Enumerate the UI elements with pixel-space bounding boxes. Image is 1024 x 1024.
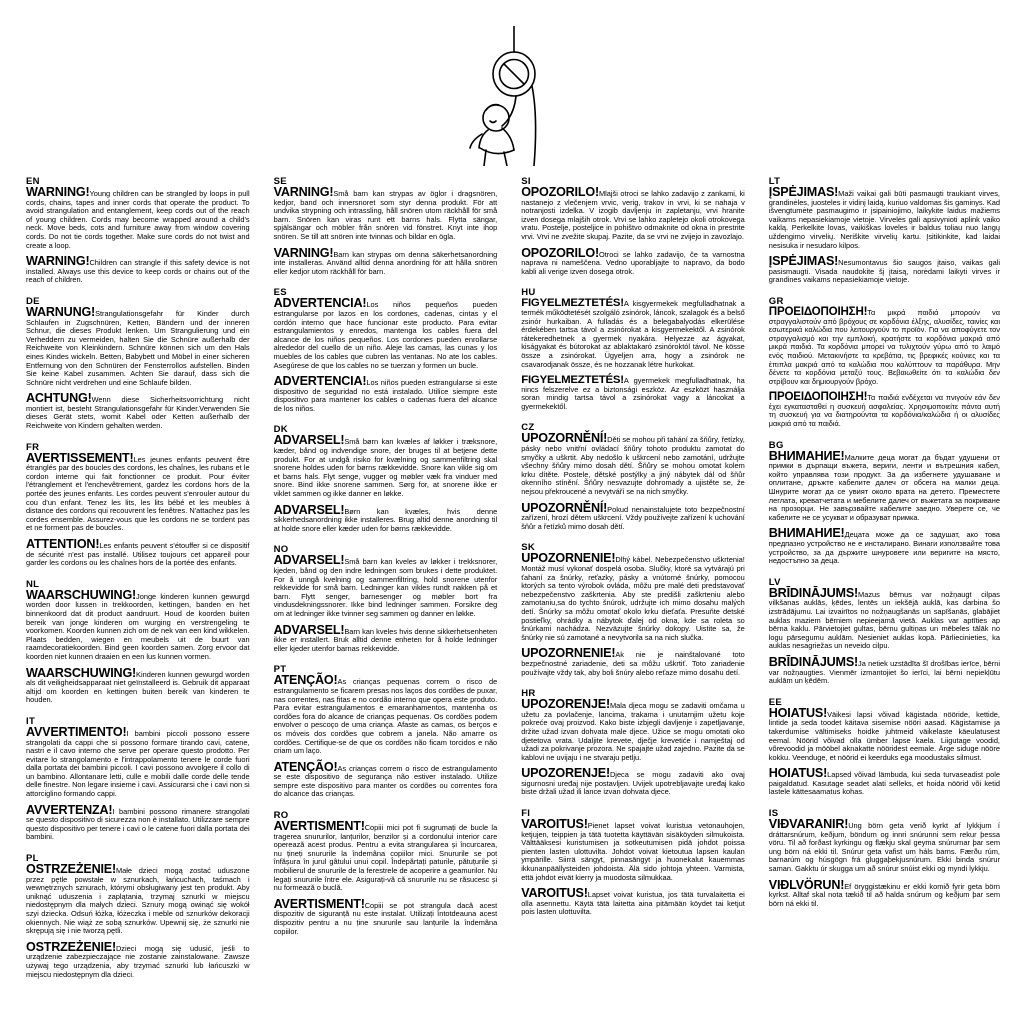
notice-bg-1 xyxy=(768,448,1000,523)
notice-text: Lapsed võivad lämbuda, kui seda turvaseadist pole paigaldatud. Kasutage seadet alati selleks, et hoida nöörid või ketid lastele kättesaamatus kohas. xyxy=(768,770,1000,797)
notice-heading: ĮSPĖJIMAS! xyxy=(768,254,839,269)
notice-text: Τα μικρά παιδιά μπορούν να στραγγαλιστούν από βρόχους σε κορδόνια έλξης, αλυσίδες, ταινίες και εσωτερικά καλώδια που λειτουργούν το προϊόν. Για να αποφύγετε τον στραγγαλισμό και την εμπλοκή, κρατήστε τα κορδόνια μακριά από μικρά παιδιά. Τα κορδόνια μπορεί να τυλιχτούν γύρω από το λαιμό ενός παιδιού. Μετακινήστε τα κρεβάτια, τις βρεφικές κούνιες και τα έπιπλα μακριά από τα καλώδια που καλύπτουν τα παράθυρα. Μην δένετε τα κορδόνια μεταξύ τους. Βεβαιωθείτε ότι τα καλώδια δεν στρίβουν και δημιουργούν βρόχο. xyxy=(768,307,1000,386)
language-block-lv xyxy=(769,577,1000,686)
notice-heading: WAARSCHUWING! xyxy=(26,587,137,602)
notice-text: Young children can be strangled by loops in pull cords, chains, tapes and inner cords that operate the product. To avoid strangulation and entanglement, keep cords out of the reach of young children. Cords may become wrapped around a child's neck. Move beds, cots and furniture away from window covering cords. Do not tie cords together. Make sure cords do not twist and create a loop. xyxy=(26,189,250,250)
notice-heading: ADVARSEL! xyxy=(273,433,345,448)
notice-text: Mala djeca mogu se zadaviti omčama u užetu za povlačenje, lancima, trakama i unutarnjim užetu koje pokreće ovaj proizvod. Kako biste izbjegli davljenje i zapetljavanje, držite užad izvan dohvata male djece. Užice se mogu omotati oko djetetova vrata. Udaljite krevete, dječje krevetiće i namještaj od užadi za pokrivanje prozora. Ne spajajte užad zajedno. Pazite da se kablovi ne uvijaju i ne stvaraju petlju. xyxy=(521,701,745,762)
notice-bg-2 xyxy=(768,526,1000,566)
notice-heading: ВНИМАНИЕ! xyxy=(768,448,845,463)
notice-gr-2 xyxy=(768,390,1000,429)
notice-heading: UPOZORENJE! xyxy=(521,697,610,712)
notice-heading: ΠΡΟΕΙΔΟΠΟΙΗΣΗ! xyxy=(768,390,868,404)
language-code-fi: FI xyxy=(521,808,531,820)
notice-no-2 xyxy=(273,622,498,654)
notice-dk-1 xyxy=(273,433,498,499)
warning-column-2 xyxy=(274,176,506,947)
child-and-cord-drawing xyxy=(418,26,608,166)
notice-heading: VAROITUS! xyxy=(521,886,588,901)
notice-text: Väikesi lapsi võivad kägistada nööride, kettide, lintide ja seda toodet käitava sisemise nööri aasad. Kägistamise ja takerdumise vältimiseks hoidke juhtmeid väikelaste käeulatusest eemal. Nöörid võivad olla ümber lapse kaela. Liigutage voodid, võrevoodid ja mööbel aknakatte nööridest eemale. Ärge siduge nööre kokku. Veenduge, et nöörid ei keerduks ega moodustaks silmust. xyxy=(768,709,1000,762)
language-code-it: IT xyxy=(26,715,36,727)
notice-heading: BRĪDINĀJUMS! xyxy=(768,585,859,600)
notice-it-2 xyxy=(26,802,250,842)
notice-text: I bambini possono rimanere strangolati se questo dispositivo di sicurezza non è installato. Utilizzare sempre questo dispositivo per tenere i cavi o le catene fuori dalla portata dei bambini. xyxy=(26,806,250,842)
language-block-gr xyxy=(769,296,1000,429)
notice-heading: ADVERTENCIA! xyxy=(273,296,367,311)
notice-heading: BRĪDINĀJUMS! xyxy=(768,654,859,669)
language-code-pl: PL xyxy=(26,853,39,865)
notice-is-1 xyxy=(768,817,1000,874)
language-code-nl: NL xyxy=(26,578,40,590)
notice-text: Małe dzieci mogą zostać uduszone przez pętle powstałe w sznurkach, łańcuchach, taśmach i wewnętrznych sznurach, którymi obsługiwany jest ten produkt. Aby uniknąć uduszenia i zaplątania, trzymaj sznurki w miejscu niedostępnym dla małych dzieci. Sznury mogą owinąć się wokół szyi dziecka. Odsuń łóżka, łóżeczka i meble od sznurków dekoracji okiennych. Nie wiąż ze sobą sznurków. Upewnij się, że sznurki nie skrępują się i nie tworzą pętli. xyxy=(26,866,250,936)
language-block-fr xyxy=(26,442,250,568)
notice-heading: UPOZORNENIE! xyxy=(521,551,616,566)
notice-ee-1 xyxy=(768,705,1000,763)
notice-si-1 xyxy=(521,185,745,242)
notice-fi-2 xyxy=(521,886,745,917)
language-block-se xyxy=(274,176,498,276)
notice-text: Ung börn geta verið kyrkt af lykkjum í dráttarsnúrum, keðjum, böndum og innri snúrunni sem rekur þessa vöru. Til að forðast kyrkingu og flækju skal geyma snúrurnar þar sem ung börn ná ekki til. Snúrur geta vafist um háls barns. Færðu rúm, barnarúm og húsgögn frá gluggaþekjusnúrum. Ekki binda snúrur saman. Gakktu úr skugga um að snúrur snúist ekki og myndi lykkju. xyxy=(768,821,1000,874)
notice-hr-1 xyxy=(521,697,745,762)
notice-text: Децата може да се задушат, ако това предпазно устройство не е инсталирано. Винаги използвайте това устройство, за да държите шнуровете или веригите на място, недостъпно за деца. xyxy=(768,530,1000,566)
notice-pl-2 xyxy=(26,939,250,979)
notice-heading: ĮSPĖJIMAS! xyxy=(768,185,839,199)
notice-heading: AVERTISMENT! xyxy=(273,819,365,834)
language-block-sk xyxy=(521,542,745,677)
notice-ro-1 xyxy=(273,819,498,893)
language-code-no: NO xyxy=(273,544,289,556)
notice-de-2 xyxy=(26,391,250,431)
language-code-hu: HU xyxy=(521,287,536,299)
notice-lt-2 xyxy=(768,254,1000,285)
notice-heading: WARNING! xyxy=(26,254,90,269)
notice-text: Strangulationsgefahr für Kinder durch Schlaufen in Zugschnüren, Ketten, Bändern und der inneren Schnur, die dieses Produkt lenken. Um Strangulierung und ein Verheddern zu vermeiden, halten Sie die Schnüre außerhalb der Reichweite von Kleinkindern. Schnüre können sich um den Hals eines Kindes wickeln. Betten, Babybett und Möbel in einer sicheren Entfernung von den Schnüren der Fensterrollos aufstellen. Binden Sie keine Kabel zusammen. Achten Sie darauf, dass sich die Schnüre nicht verdrehen und eine Schlaufe bilden. xyxy=(26,308,250,387)
notice-heading: FIGYELMEZTETÉS! xyxy=(521,297,624,310)
notice-cz-1 xyxy=(521,431,745,497)
notice-heading: UPOZORNĚNÍ! xyxy=(521,500,608,515)
language-code-ee: EE xyxy=(768,696,783,708)
notice-heading: OSTRZEŻENIE! xyxy=(26,939,116,954)
language-code-is: IS xyxy=(768,808,779,820)
notice-hu-2 xyxy=(521,376,745,411)
notice-text: Ef öryggistækinu er ekki komið fyrir geta börn kyrkst. Alltaf skal nota tækið til að halda snúrum og keðjum þar sem börn ná ekki til. xyxy=(768,881,1000,908)
language-block-pt xyxy=(274,664,498,799)
notice-heading: ATENÇÃO! xyxy=(273,759,338,774)
notice-text: Pienet lapset voivat kuristua vetonauhojen, ketjujen, teippien ja tätä tuotetta käyttävän sisäköyden silmukoista. Välttääksesi kuristumisen ja sotkeutumisen pidä johdot poissa pienten lasten ulottuvilta. Johdot voivat kietoutua lapsen kaulan ympärille. Siirrä sängyt, pinnasängyt ja huonekalut kauemmas ikkunanpäällysteiden johdoista. Älä sido johtoja yhteen. Varmista, että johdot eivät kierry ja muodosta silmukkaa. xyxy=(521,821,745,882)
language-block-hr xyxy=(521,688,745,797)
notice-hu-1 xyxy=(521,299,745,369)
notice-pt-2 xyxy=(273,759,498,799)
warning-column-3 xyxy=(521,176,753,928)
notice-heading: OPOZORILO! xyxy=(521,185,599,199)
notice-lt-1 xyxy=(768,185,1000,250)
notice-sk-1 xyxy=(521,551,745,642)
notice-heading: ADVARSEL! xyxy=(273,622,345,637)
notice-text: Nesumontavus šio saugos įtaiso, vaikas gali pasismaugti. Visada naudokite šį įtaisą, norėdami laikyti virves ir grandines vaikams nepasiekiamoje vietoje. xyxy=(768,258,1000,285)
notice-lv-1 xyxy=(768,585,1000,651)
notice-is-2 xyxy=(768,877,1000,909)
notice-ro-2 xyxy=(273,896,498,936)
notice-lv-2 xyxy=(768,654,1000,686)
notice-heading: VIÐVARANIR! xyxy=(768,817,849,832)
notice-heading: HOIATUS! xyxy=(768,766,828,781)
notice-text: Pokud nenainstalujete toto bezpečnostní zařízení, hrozí dětem uškrcení. Vždy používejte zařízení k uchování šňůr a řetízků mimo dosah dětí. xyxy=(521,504,745,531)
strangulation-hazard-illustration xyxy=(26,26,1000,176)
notice-heading: VARNING! xyxy=(273,185,334,199)
language-block-it xyxy=(26,716,250,842)
language-code-en: EN xyxy=(26,176,40,187)
notice-text: Малките деца могат да бъдат удушени от примки в дърпащи въжета, вериги, ленти и вътрешния кабел, който управлява този продукт. За да избегнете удушаване и оплитане, дръжте кабелите далеч от обсега на малки деца. Шнурите могат да се увият около врата на детето. Преместете леглата, креватчетата и мебелите далеч от въжетата за покриване на прозорци. Не завързвайте кабелите заедно. Уверете се, че кабелите не се усукват и образуват примка. xyxy=(768,452,1000,522)
language-block-si xyxy=(521,176,745,276)
notice-heading: AVERTISMENT! xyxy=(273,896,365,911)
language-block-lt xyxy=(769,176,1000,285)
notice-text: Små barn kan kveles av løkker i trekksnorer, kjeden, bånd og den indre ledningen som brukes i dette produktet. For å unngå kvelning og sammenfiltring, hold snorene utenfor rekkevidde for små barn. Ledninger kan vikles rundt nakken på et barn. Flytt senger, barnesenger og møbler bort fra vindusdekningssnorer. Ikke bind ledninger sammen. Forsikre deg om at ledninger ikke tvinner seg sammen og danner en løkke. xyxy=(273,557,498,618)
notice-cz-2 xyxy=(521,500,745,532)
language-code-hr: HR xyxy=(521,688,536,700)
notice-heading: WARNUNG! xyxy=(26,304,96,319)
notice-text: Mlajši otroci se lahko zadavijo z zankami, ki nastanejo z vlečenjem vrvic, verig, trakov in vrvi, ki se nahaja v notranjosti izdelka. V izogib davljenju in zapletanju, vrvi hranite izven dosega mlajših otrok. Vrvi se lahko zapletejo okoli otrokovega vratu. Postelje, posteljice in pohištvo odmaknite od okna in prestrite vrvi. Vrvi ne zvežite skupaj. Pazite, da se vrvi ne zvijejo in zavozlajo. xyxy=(521,189,745,241)
notice-text: Copiii se pot strangula dacă acest dispozitiv de siguranță nu este instalat. Utilizați întotdeauna acest dispozitiv pentru a nu ține snururile sau lanțurile la îndemâna copiilor. xyxy=(273,900,498,936)
language-block-cz xyxy=(521,422,745,531)
language-block-no xyxy=(274,544,498,653)
warning-column-4 xyxy=(769,176,1000,919)
language-code-dk: DK xyxy=(273,424,288,436)
notice-text: Jonge kinderen kunnen gewurgd worden door lussen in trekkoorden, kettingen, banden en het binnenkoord dat dit product aandruurt. Houd de koorden buiten bereik van jonge kinderen om wurging en verstrengeling te voorkomen. Koorden kunnen zich om de nek van een kind wikkelen. Plaats bedden, wiegen en meubels uit de buurt van raamdecoratiekoorden. Bind geen koorden samen. Zorg ervoor dat koorden niet kunnen draaien en een lus kunnen vormen. xyxy=(26,591,250,661)
notice-de-1 xyxy=(26,304,250,387)
notice-heading: UPOZORNENIE! xyxy=(521,646,616,661)
notice-nl-1 xyxy=(26,587,250,662)
notice-heading: OSTRZEŻENIE! xyxy=(26,862,116,877)
notice-it-1 xyxy=(26,724,250,799)
notice-se-1 xyxy=(273,185,498,242)
language-block-pl xyxy=(26,853,250,979)
warning-columns xyxy=(26,176,1000,990)
notice-text: A kisgyermekek megfulladhatnak a termék működtetését szolgáló zsinórok, láncok, szalagok és a belső zsinór hurkaiban. A fulladás és a belegabalyodás elkerülése érdekében tartsa távol a zsinórokat a kisgyermekektől. A zsinórok rátekeredhetnek a gyermek nyakára. Helyezze az ágyakat, kiságyakat és bútorokat az ablaktakaró zsinóroktól távol. Ne kösse össze a zsinórokat. Ügyeljen arra, hogy a zsinórok ne csavarodjanak össze, és ne hozzanak létre hurkokat. xyxy=(521,299,745,369)
language-code-se: SE xyxy=(273,176,287,187)
notice-se-2 xyxy=(273,245,498,277)
language-block-ee xyxy=(769,697,1000,797)
language-block-en xyxy=(26,176,250,285)
notice-heading: ΠΡΟΕΙΔΟΠΟΙΗΣΗ! xyxy=(768,304,868,318)
language-code-pt: PT xyxy=(273,664,287,676)
language-code-lt: LT xyxy=(768,176,781,187)
language-code-ro: RO xyxy=(273,810,289,822)
notice-ee-2 xyxy=(768,766,1000,797)
notice-fi-1 xyxy=(521,817,745,882)
notice-en-1 xyxy=(26,185,250,250)
language-code-fr: FR xyxy=(26,441,40,453)
notice-text: Små barn kan strypas av öglor i dragsnören, kedjor, band och innersnoret som styr denna produkt. För att undvika strypning och intrassling, håll snören utom räckhåll för små barn. Snören kan viras runt ett barns hals. Flytta sängar, spjälsängar och möbler från snören vid fönstret. Knyt inte ihop snören. Se till att snören inte tvinnas och bildar en ögla. xyxy=(273,189,498,241)
notice-gr-1 xyxy=(768,304,1000,386)
notice-heading: ADVARSEL! xyxy=(273,502,345,517)
notice-text: Dzieci mogą się udusić, jeśli to urządzenie zabezpieczające nie zostanie zainstalowane. Zawsze używaj tego urządzenia, aby trzymać sznurki lub łańcuszki w miejscu niedostępnym dla dzieci. xyxy=(26,943,250,979)
warning-column-1 xyxy=(26,176,258,990)
notice-heading: VARNING! xyxy=(273,245,334,260)
language-block-ro xyxy=(274,810,498,936)
notice-text: Ak nie je nainštalované toto bezpečnostné zariadenie, deti sa môžu uškrtiť. Toto zariadenie používajte vždy tak, aby boli šnúry alebo reťaze mimo dosahu detí. xyxy=(521,650,745,677)
notice-text: Los niños pueden estrangularse si este dispositivo de seguridad no está instalado. Utilice siempre este dispositivo para mantener los cables o cadenas fuera del alcance de los niños. xyxy=(273,378,498,413)
notice-heading: FIGYELMEZTETÉS! xyxy=(521,374,624,387)
notice-sk-2 xyxy=(521,646,745,677)
notice-text: Maži vaikai gali būti pasmaugti traukiant virves, grandinėles, juosteles ir vidinį laidą, kuriuo valdomas šis gaminys. Kad išvengtumėte pasmaugimo ir įsipainiojimo, laikykite laidus mažiems vaikams nepasiekiamoje vietoje. Virvelės gali apsivynioti aplink vaiko kaklą. Perkelkite lovas, vaikiškas loveles ir baldus toliau nuo langų uždengimo virvelių. Neriškite virvelių kartu. Įsitikinkite, kad laidai nesisuka ir nesudaro kilpos. xyxy=(768,189,1000,250)
notice-heading: HOIATUS! xyxy=(768,705,828,720)
notice-text: Děti se mohou při tahání za šňůry, řetízky, pásky nebo vnitřní ovládací šňůry tohoto produktu zamotat do smyčky a uškrtit. Aby nedošlo k uškrcení nebo zamotání, udržujte všechny šňůry mimo dosah dětí. Šňůry se mohou omotat kolem krku dítěte. Postele, dětské postýlky a jiný nábytek dál od šňůr okenního stínění. Šňůry nesvazujte dohromady a ujistěte se, že nejsou překroucené a nevytváří se na nich smyčky. xyxy=(521,435,745,497)
notice-text: Les jeunes enfants peuvent être étranglés par des boucles des cordons, les chaînes, les rubans et le cordon interne qui fait fonctionner ce produit. Pour éviter l'étranglement et l'enchevêtrement, gardez les cordons hors de la portée des jeunes enfants. Les cordes peuvent s'enrouler autour du cou d'un enfant. Tenez les lits, les lits bébé et les meubles à distance des cordons qui recouvrent les fenêtres. N'attachez pas les cordes ensemble. Assurez-vous que les cordons ne se tordent pas et ne forment pas de boucles. xyxy=(26,454,250,533)
notice-heading: AVVERTIMENTO! xyxy=(26,724,127,739)
notice-text: Djeca se mogu zadaviti ako ovaj sigurnosni uređaj nije postavljen. Uvijek upotrebljavajte uređaj kako biste držali užad ili lance izvan dohvata djece. xyxy=(521,770,745,797)
notice-text: Copiii mici pot fi sugrumați de bucle la tragerea snururilor, lanțurilor, benzilor și a cordonului interior care operează acest produs. Pentru a evita strangularea și încurcarea, nu țineți snururile la îndemâna copiilor mici. Snururile se pot înfășura în jurul gâtului unui copil. Îndepărtați paturile, pătuțurile și mobilierul de snururile de la ferestrele de acoperire a geamurilor. Nu legați snururile între ele. Asigurați-vă că snururile nu se răsucesc și nu formează o buclă. xyxy=(273,823,498,893)
notice-text: Barn kan strypas om denna säkerhetsanordning inte installeras. Använd alltid denna anordning för att hålla snören eller kedjor utom räckhåll för barn. xyxy=(273,249,498,276)
language-code-de: DE xyxy=(26,295,40,307)
notice-es-1 xyxy=(273,296,498,370)
notice-heading: VIÐLVÖRUN! xyxy=(768,877,845,892)
notice-heading: ACHTUNG! xyxy=(26,391,92,406)
notice-text: Kinderen kunnen gewurgd worden als dit veiligheidsapparaat niet geïnstalleerd is. Gebruik dit apparaat altijd om koorden en kettingen buiten bereik van kinderen te houden. xyxy=(26,669,250,705)
notice-fr-2 xyxy=(26,537,250,568)
language-block-hu xyxy=(521,287,745,411)
notice-heading: UPOZORENJE! xyxy=(521,766,610,781)
language-code-lv: LV xyxy=(768,576,781,588)
language-code-sk: SK xyxy=(521,542,535,554)
notice-heading: UPOZORNĚNÍ! xyxy=(521,431,608,446)
notice-text: A gyermekek megfulladhatnak, ha nincs felszerelve ez a biztonsági eszköz. Az eszközt használja soran mindig tartsa távol a zsinórokat vagy a láncokat a gyermekektől. xyxy=(521,376,745,411)
notice-heading: WAARSCHUWING! xyxy=(26,665,137,680)
notice-heading: ADVARSEL! xyxy=(273,553,345,568)
language-code-es: ES xyxy=(273,287,287,299)
notice-heading: ATENÇÃO! xyxy=(273,673,338,688)
notice-heading: VAROITUS! xyxy=(521,817,588,832)
language-block-bg xyxy=(769,440,1000,566)
notice-text: I bambini piccoli possono essere strangolati da cappi che si possono formare tirando cavi, catene, nastri e il cavo interno che serve per operare questo prodotto. Per evitare lo strangolamento e l'intrappolamento tenere le corde fuori dalla portata dei bambini piccoli. I cavi possono avvolgere il collo di un bambino. Allontanare letti, culle e mobili dalle corde delle tende delle finestre. Non legare insieme i cavi. Assicurarsi che i cavi non si attorciglino formando cappi. xyxy=(26,728,250,799)
notice-nl-2 xyxy=(26,665,250,705)
notice-heading: ВНИМАНИЕ! xyxy=(768,526,845,541)
notice-heading: ADVERTENCIA! xyxy=(273,374,367,389)
notice-text: Ja netiek uzstādīta šī drošības ierīce, bērni var nožņaugties. Vienmēr izmantojiet šo ierīci, lai bērni nepiekļūtu auklām un ķēdēm. xyxy=(768,658,1000,686)
language-code-bg: BG xyxy=(768,439,784,451)
notice-text: Τα παιδιά ενδέχεται να πνιγούν εάν δεν έχει εγκατασταθεί η συσκευή ασφαλείας. Χρησιμοποιείτε πάντα αυτή τη συσκευή για να διατηρούνται τα κορδόνια/καλώδια ή οι αλυσίδες μακριά από τα παιδιά. xyxy=(768,393,1000,429)
notice-text: Barn kan kveles hvis denne sikkerhetsenheten ikke er installert. Bruk alltid denne enheten for å holde ledninger eller kjeder utenfor barnas rekkevidde. xyxy=(273,626,498,653)
notice-text: Los niños pequeños pueden estrangularse por lazos en los cordones, cadenas, cintas y el cordón interno que hace funcionar este producto. Para evitar estrangulamientos y enredos, mantenga los cables fuera del alcance de los niños pequeños. Los cordones pueden enrollarse alrededor del cuello de un niño. Aleje las camas, las cunas y los muebles de los cables que cubren las ventanas. No ate los cables. Asegúrese de que los cables no se tuerzan y formen un bucle. xyxy=(273,300,498,370)
notice-pt-1 xyxy=(273,673,498,756)
notice-hr-2 xyxy=(521,766,745,797)
language-code-gr: GR xyxy=(768,295,784,307)
notice-text: Små børn kan kvæles af løkker i træksnore, kæder, bånd og indvendige snore, der bruges til at betjene dette produkt. For at undgå risiko for kvælning og sammenfiltring skal snorene holdes uden for børns rækkevidde. Snore kan vikle sig om et barns hals. Flyt senge, vugger og møbler væk fra vinduer med snore. Bind ikke snorene sammen. Sørg for, at snorene ikke er viklet sammen og ikke danner en løkke. xyxy=(273,437,498,499)
notice-text: Les enfants peuvent s'étouffer si ce dispositif de sécurité n'est pas installé. Utilisez toujours cet appareil pour garder les cordons ou les chaînes hors de la portée des enfants. xyxy=(26,541,250,568)
language-block-nl xyxy=(26,579,250,705)
notice-text: Mazus bērnus var nožņaugt cilpas vilkšanas auklās, ķēdes, lentēs un iekšējā auklā, kas darbina šo izstrādājumu. Lai izvairītos no nožņaugšanās un sapīšanās, glabājiet auklas maziem bērniem nepieejamā vietā. Auklas var aptīties ap bērna kaklu. Pārvietojiet gultas, bērnu gultiņas un mēbeles tālāk no logu pārsegumu auklām. Nesieniet auklas kopā. Pārliecinieties, ka auklas nesagriežas un neveido cilpu. xyxy=(768,589,1000,651)
notice-heading: AVERTISSEMENT! xyxy=(26,450,134,465)
notice-heading: WARNING! xyxy=(26,185,90,199)
notice-text: As crianças pequenas correm o risco de estrangulamento se ficarem presas nos laços dos cordões de puxar, nas correntes, nas fitas e no cordão interno que opera este produto. Para evitar estrangulamentos e emaranhamentos, mantenha os cordões fora do alcance de crianças pequenas. Os cordões podem envolver o pescoço de uma criança. Afaste as camas, os berços e os móveis dos cordões que cobrem a janela. Não amarre os cordões. Certifique-se de que os cordões não ficam torcidos e não criam um laço. xyxy=(273,677,498,756)
notice-es-2 xyxy=(273,374,498,413)
notice-dk-2 xyxy=(273,502,498,534)
language-code-si: SI xyxy=(521,176,531,187)
notice-text: Dlhý kábel. Nebezpečenstvo uškrtenia! Montáž musí vykonať dospelá osoba. Slučky, ktoré sa vytvárajú pri ťahaní za šnúrky, reťazky, pásky a vnútorné šnúrky, pomocou ktorých sa tento výrobok ovláda, môžu pre malé deti predstavovať nebezpečenstvo zaškrtenia. Aby ste predišli zaškrteniu alebo zamotaniu,sa do tychto šnúrok, udržujte ich mimo dosahu malých detí. Šnúrky sa môžu omotať okolo krku dieťaťa. Presuňte detské postieľky, ohrádky a nábytok ďalej od okna, kde sa roleta so šnúrkami nachádza. Nezväzujte šnúrky dokopy. Uistite sa, že šnúrky nie sú zamotané a nevytvorila sa na nich slučka. xyxy=(521,555,745,642)
language-block-fi xyxy=(521,808,745,917)
notice-heading: OPOZORILO! xyxy=(521,245,599,260)
notice-text: Børn kan kvæles, hvis denne sikkerhedsanordning ikke installeres. Brug altid denne anordning til at holde snore eller kæder uden for børns rækkevidde. xyxy=(273,506,498,533)
notice-text: As crianças correm o risco de estrangulamento se este dispositivo de segurança não estiver instalado. Utilize sempre este dispositivo para manter os cordões ou correntes fora do alcance das crianças. xyxy=(273,763,498,799)
language-block-is xyxy=(769,808,1000,908)
notice-text: Otroci se lahko zadavijo, če ta varnostna naprava ni nameščena. Vedno uporabljajte to napravo, da bodo kabli ali verige izven dosega otrok. xyxy=(521,249,745,276)
notice-text: Children can strangle if this safety device is not installed. Always use this device to keep cords or chains out of the reach of children. xyxy=(26,258,250,285)
language-block-es xyxy=(274,287,498,413)
notice-en-2 xyxy=(26,254,250,285)
language-block-dk xyxy=(274,424,498,533)
language-code-cz: CZ xyxy=(521,422,535,434)
notice-text: Wenn diese Sicherheitsvorrichtung nicht montiert ist, besteht Strangulationsgefahr für Kinder.Verwenden Sie dieses Gerät stets, womit Kabel oder Ketten außerhalb der Reichweite von Kindern gehalten werden. xyxy=(26,395,250,431)
notice-heading: AVVERTENZA! xyxy=(26,802,113,817)
notice-heading: ATTENTION! xyxy=(26,537,100,551)
notice-fr-1 xyxy=(26,450,250,533)
notice-si-2 xyxy=(521,245,745,277)
notice-text: Lapset voivat kuristua, jos tätä turvalaitetta ei olla asennettu. Käytä tätä laitetta aina pitämään köydet tai ketjut pois lasten ulottuvilta. xyxy=(521,890,745,917)
notice-pl-1 xyxy=(26,862,250,936)
language-block-de xyxy=(26,296,250,431)
notice-no-1 xyxy=(273,553,498,618)
